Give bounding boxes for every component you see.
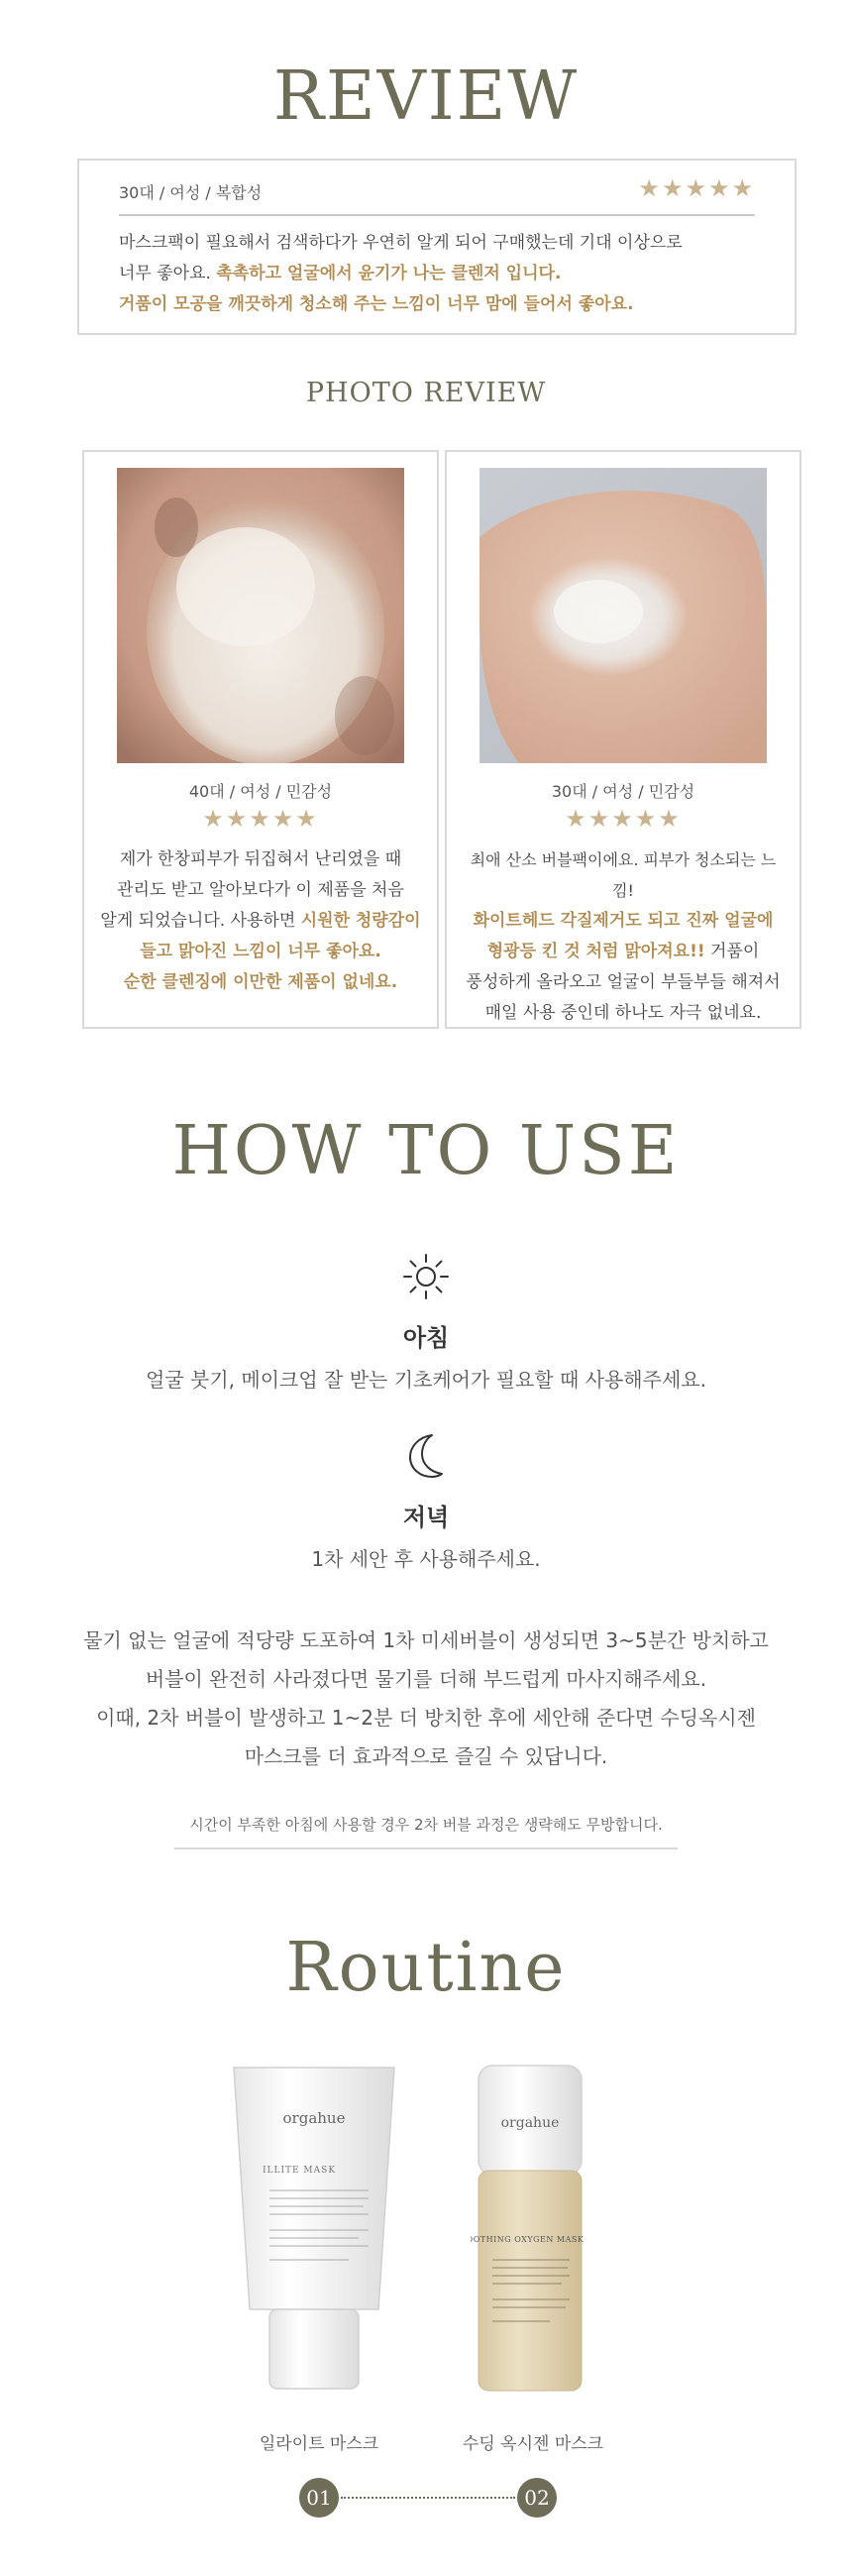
svg-text:orgahue: orgahue [500,2115,560,2131]
review-line-highlight: 순한 클렌징에 이만한 제품이 없네요. [123,972,398,992]
review-line-highlight: 들고 맑아진 느낌이 너무 좋아요. [140,942,381,961]
moon-icon [0,1429,852,1481]
photo-review-card [82,450,439,1029]
review-line-3-highlight: 거품이 모공을 깨끗하게 청소해 주는 느낌이 너무 맘에 들어서 좋아요. [119,294,634,314]
review-text [98,844,423,998]
review-line-1: 마스크팩이 필요해서 검색하다가 우연히 알게 되어 구매했는데 기대 이상으로 [119,233,683,253]
photo-review-title: PHOTO REVIEW [305,378,547,408]
review-line-highlight: 시원한 청량감이 [300,911,421,931]
evening-description: 1차 세안 후 사용해주세요. [311,1547,541,1571]
step-number: 02 [517,2478,557,2518]
instruction-line: 이때, 2차 버블이 발생하고 1~2분 더 방치한 후에 세안해 준다면 수딩옥시젠 [96,1706,756,1730]
review-line: 풍성하게 올라오고 얼굴이 부들부들 해져서 [466,972,781,992]
morning-heading: 아침 [402,1324,450,1352]
divider [119,214,755,216]
review-line: 매일 사용 중인데 하나도 자극 없네요. [484,1003,762,1023]
review-text [119,228,755,320]
svg-text:SOOTHING OXYGEN MASK: SOOTHING OXYGEN MASK [471,2235,585,2244]
review-line-plain: 알게 되었습니다. 사용하면 [100,911,301,931]
review-line: 제가 한창피부가 뒤집혀서 난리였을 때 [119,849,402,869]
evening-heading: 저녁 [402,1504,450,1531]
review-photo-hand-foam [479,468,767,763]
instruction-line: 마스크를 더 효과적으로 즐길 수 있답니다. [244,1744,608,1768]
review-line: 최애 산소 버블팩이에요. 피부가 청소되는 느낌! [470,850,777,900]
review-line-2-plain: 너무 좋아요. [119,264,217,283]
step-number: 01 [299,2478,339,2518]
review-line [98,906,423,937]
review-text [461,844,786,1029]
step-connector [341,2497,515,2499]
product-label: 일라이트 마스크 [259,2434,379,2454]
review-card [77,159,797,335]
review-line-highlight: 형광등 킨 것 처럼 맑아져요!! [486,942,705,961]
divider [174,1848,678,1849]
usage-instructions [0,1622,852,1776]
review-line-plain: 거품이 [704,942,760,961]
star-rating: ★★★★★ [638,174,755,202]
routine-title: Routine [285,1929,567,2007]
photo-review-card [445,450,801,1029]
review-line: 관리도 받고 알아보다가 이 제품을 처음 [117,880,404,900]
star-rating: ★★★★★ [565,805,682,833]
star-rating: ★★★★★ [202,805,319,833]
usage-note: 시간이 부족한 아침에 사용할 경우 2차 버블 과정은 생략해도 무방합니다. [189,1816,663,1834]
reviewer-meta: 30대 / 여성 / 민감성 [551,782,695,801]
morning-description: 얼굴 붓기, 메이크업 잘 받는 기초케어가 필요할 때 사용해주세요. [146,1368,706,1392]
review-line-highlight: 화이트헤드 각질제거도 되고 진짜 얼굴에 [473,911,774,931]
product-label: 수딩 옥시젠 마스크 [462,2434,604,2454]
reviewer-meta: 40대 / 여성 / 민감성 [188,782,333,801]
how-to-use-title: HOW TO USE [171,1112,681,1190]
instruction-line: 물기 없는 얼굴에 적당량 도포하여 1차 미세버블이 생성되면 3~5분간 방치하고 [83,1628,769,1652]
instruction-line: 버블이 완전히 사라졌다면 물기를 더해 부드럽게 마사지해주세요. [145,1667,707,1691]
review-title: REVIEW [272,57,580,136]
product-image-illite-mask [230,2062,398,2399]
sun-icon [0,1251,852,1302]
svg-text:ILLITE MASK: ILLITE MASK [262,2166,337,2176]
review-line-2 [119,259,755,289]
product-image-soothing-oxygen-mask [471,2062,589,2399]
reviewer-meta: 30대 / 여성 / 복합성 [119,183,263,202]
review-line-2-highlight: 촉촉하고 얼굴에서 윤기가 나는 클렌저 입니다. [216,264,562,283]
svg-text:orgahue: orgahue [282,2109,346,2127]
review-line [461,937,786,967]
review-photo-face-foam [117,468,404,763]
